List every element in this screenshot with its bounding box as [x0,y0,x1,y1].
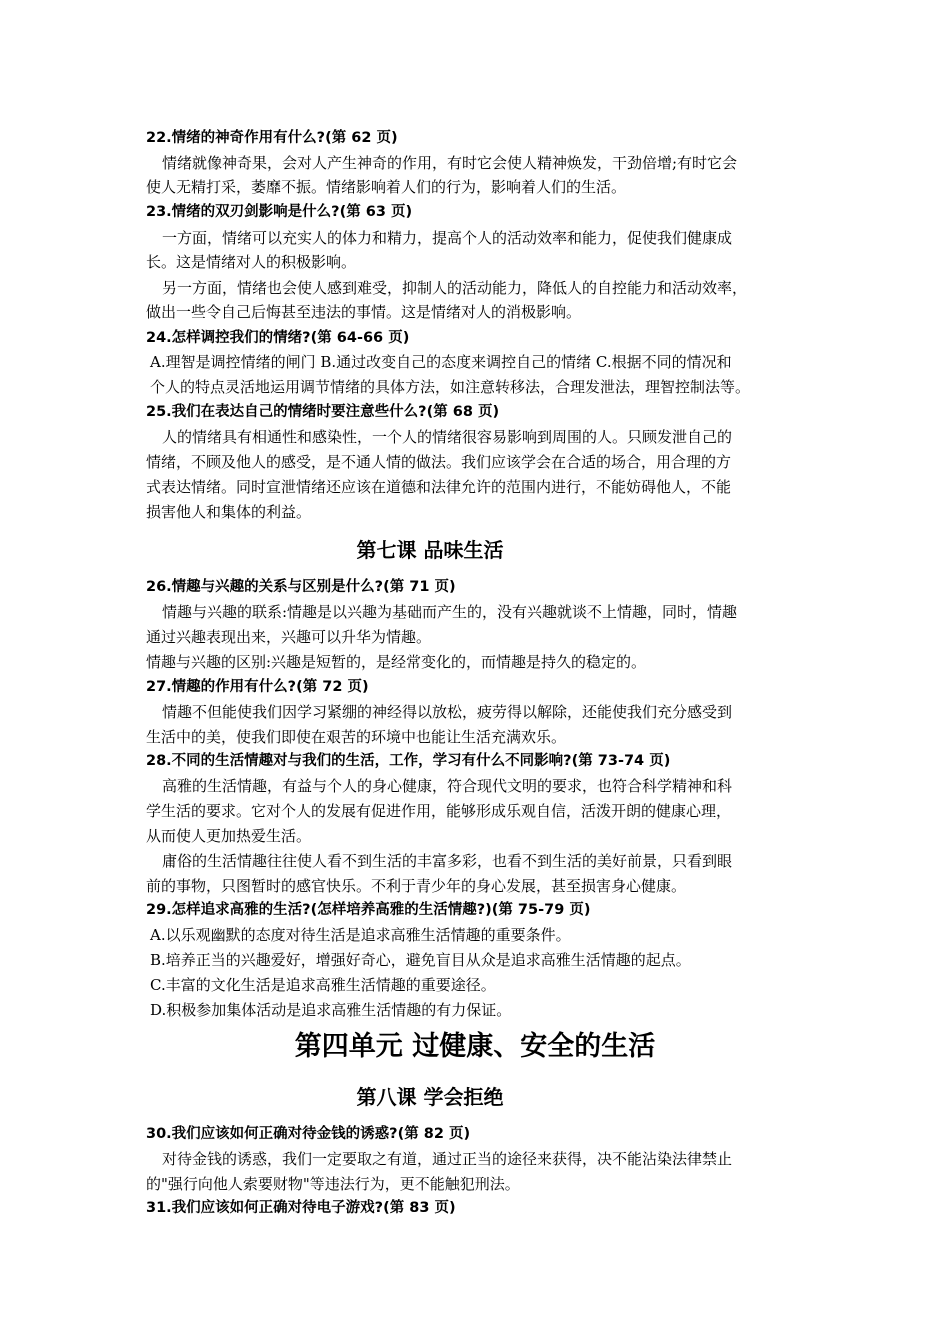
paragraph-line: 情绪就像神奇果，会对人产生神奇的作用，有时它会使人精神焕发，干劲倍增;有时它会 [162,154,738,172]
question-heading: 31.我们应该如何正确对待电子游戏?(第 83 页) [146,1200,456,1216]
paragraph-line: 情趣不但能使我们因学习紧绷的神经得以放松，疲劳得以解除，还能使我们充分感受到 [162,703,733,721]
paragraph-line: 前的事物，只图暂时的感官快乐。不利于青少年的身心发展，甚至损害身心健康。 [146,877,687,895]
paragraph-line: 长。这是情绪对人的积极影响。 [146,253,357,271]
question-heading: 28.不同的生活情趣对与我们的生活，工作，学习有什么不同影响?(第 73-74 页) [146,753,671,769]
paragraph-line: 庸俗的生活情趣往往使人看不到生活的丰富多彩，也看不到生活的美好前景，只看到眼 [162,852,733,870]
paragraph-line: 人的情绪具有相通性和感染性，一个人的情绪很容易影响到周围的人。只顾发泄自己的 [162,428,733,446]
paragraph-line: 式表达情绪。同时宣泄情绪还应该在道德和法律允许的范围内进行，不能妨碍他人，不能 [146,478,732,496]
paragraph-line: 学生活的要求。它对个人的发展有促进作用，能够形成乐观自信，活泼开朗的健康心理， [146,802,732,820]
paragraph-line: 做出一些令自己后悔甚至违法的事情。这是情绪对人的消极影响。 [146,303,582,321]
paragraph-line: 情趣与兴趣的区别:兴趣是短暂的，是经常变化的，而情趣是持久的稳定的。 [146,653,647,671]
question-heading: 25.我们在表达自己的情绪时要注意些什么?(第 68 页) [146,404,500,420]
paragraph-line: 个人的特点灵活地运用调节情绪的具体方法，如注意转移法，合理发泄法，理智控制法等。 [150,378,751,396]
paragraph-line: 情趣与兴趣的联系:情趣是以兴趣为基础而产生的，没有兴趣就谈不上情趣，同时，情趣 [162,603,738,621]
paragraph-line: 情绪，不顾及他人的感受，是不通人情的做法。我们应该学会在合适的场合，用合理的方 [146,453,732,471]
question-heading: 29.怎样追求高雅的生活?(怎样培养高雅的生活情趣?)(第 75-79 页) [146,902,591,918]
paragraph-line: 通过兴趣表现出来，兴趣可以升华为情趣。 [146,628,432,646]
question-heading: 22.情绪的神奇作用有什么?(第 62 页) [146,130,398,146]
paragraph-line: 损害他人和集体的利益。 [146,503,312,521]
paragraph-line: 的"强行向他人索要财物"等违法行为，更不能触犯刑法。 [146,1175,520,1193]
unit-title: 第四单元 过健康、安全的生活 [294,1031,656,1062]
lesson-title: 第七课 品味生活 [356,538,504,562]
paragraph-line: 生活中的美，使我们即使在艰苦的环境中也能让生活充满欢乐。 [146,728,567,746]
lesson-title: 第八课 学会拒绝 [356,1085,504,1109]
question-heading: 26.情趣与兴趣的关系与区别是什么?(第 71 页) [146,579,456,595]
paragraph-line: 一方面，情绪可以充实人的体力和精力，提高个人的活动效率和能力，促使我们健康成 [162,229,733,247]
paragraph-line: 从而使人更加热爱生活。 [146,827,312,845]
paragraph-line: D.积极参加集体活动是追求高雅生活情趣的有力保证。 [150,1001,512,1019]
paragraph-line: C.丰富的文化生活是追求高雅生活情趣的重要途径。 [150,976,496,994]
paragraph-line: 另一方面，情绪也会使人感到难受，抑制人的活动能力，降低人的自控能力和活动效率， [162,279,748,297]
question-heading: 27.情趣的作用有什么?(第 72 页) [146,679,369,695]
paragraph-line: 使人无精打采，萎靡不振。情绪影响着人们的行为，影响着人们的生活。 [146,178,627,196]
paragraph-line: 对待金钱的诱惑，我们一定要取之有道，通过正当的途径来获得，决不能沾染法律禁止 [162,1150,733,1168]
question-heading: 30.我们应该如何正确对待金钱的诱惑?(第 82 页) [146,1126,471,1142]
paragraph-line: 高雅的生活情趣，有益与个人的身心健康，符合现代文明的要求，也符合科学精神和科 [162,777,733,795]
paragraph-line: A.理智是调控情绪的闸门 B.通过改变自己的态度来调控自己的情绪 C.根据不同的情况和 [150,353,732,371]
question-heading: 24.怎样调控我们的情绪?(第 64-66 页) [146,330,410,346]
paragraph-line: A.以乐观幽默的态度对待生活是追求高雅生活情趣的重要条件。 [150,926,571,944]
paragraph-line: B.培养正当的兴趣爱好，增强好奇心，避免盲目从众是追求高雅生活情趣的起点。 [150,951,691,969]
question-heading: 23.情绪的双刃剑影响是什么?(第 63 页) [146,204,413,220]
